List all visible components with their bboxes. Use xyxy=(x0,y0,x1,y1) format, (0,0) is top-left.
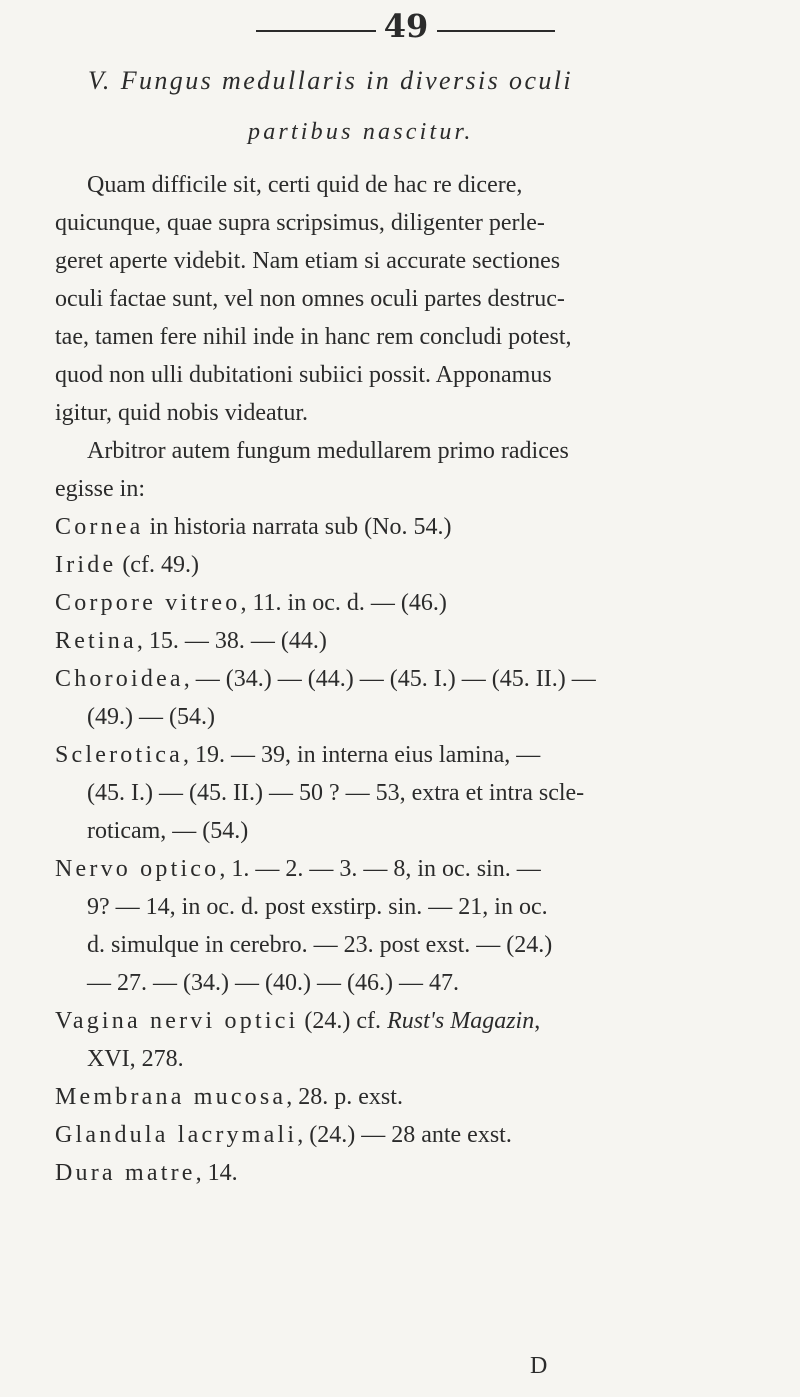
paragraph-line: Arbitror autem fungum medullarem primo radices xyxy=(87,438,569,464)
header-rule-left xyxy=(256,30,376,32)
entry-text: , (24.) — 28 ante exst. xyxy=(297,1122,512,1148)
entry-text: , xyxy=(534,1008,541,1034)
section-heading: V. Fungus medullaris in diversis oculi xyxy=(88,66,574,95)
entry-corpore-vitreo xyxy=(55,584,775,622)
entry-continuation: (45. I.) — (45. II.) — 50 ? — 53, extra et intra scle- xyxy=(87,780,585,806)
body-text xyxy=(55,166,775,1192)
entry-iride xyxy=(55,546,775,584)
entry-text: , 11. in oc. d. — (46.) xyxy=(240,590,447,616)
entry-cornea xyxy=(55,508,775,546)
signature-mark: D xyxy=(530,1353,548,1379)
entry-text: , 19. — 39, in interna eius lamina, — xyxy=(182,742,541,768)
page-header xyxy=(0,6,800,46)
page-number: 49 xyxy=(383,7,429,45)
entry-continuation: XVI, 278. xyxy=(87,1046,184,1072)
entry-continuation: (49.) — (54.) xyxy=(87,704,215,730)
entry-text: in historia narrata sub (No. 54.) xyxy=(143,514,452,540)
entry-membrana-mucosa xyxy=(55,1078,775,1116)
entry-glandula-lacrymali xyxy=(55,1116,775,1154)
entry-choroidea xyxy=(55,660,775,698)
entry-term: Corpore vitreo xyxy=(55,590,241,616)
paragraph-line: igitur, quid nobis videatur. xyxy=(55,400,309,426)
paragraph-line: tae, tamen fere nihil inde in hanc rem concludi potest, xyxy=(55,324,572,350)
entry-text: (24.) cf. xyxy=(298,1008,388,1034)
entry-term: Cornea xyxy=(55,514,144,540)
entry-text: , 1. — 2. — 3. — 8, in oc. sin. — xyxy=(219,856,541,882)
entry-continuation: d. simulque in cerebro. — 23. post exst. — (24.) xyxy=(87,932,553,958)
entry-text: , 14. xyxy=(195,1160,238,1186)
entry-retina xyxy=(55,622,775,660)
entry-sclerotica xyxy=(55,736,775,774)
paragraph-line: Quam difficile sit, certi quid de hac re dicere, xyxy=(87,172,523,198)
paragraph-line: geret aperte videbit. Nam etiam si accurate sectiones xyxy=(55,248,561,274)
entry-dura-matre xyxy=(55,1154,775,1192)
entry-term: Retina xyxy=(55,628,137,654)
paragraph-line: egisse in: xyxy=(55,476,145,502)
entry-nervo-optico xyxy=(55,850,775,888)
header-rule-right xyxy=(437,30,555,32)
paragraph-line: oculi factae sunt, vel non omnes oculi partes destruc- xyxy=(55,286,565,312)
entry-text: , 15. — 38. — (44.) xyxy=(136,628,327,654)
entry-term: Choroidea xyxy=(55,666,184,692)
entry-term: Dura matre xyxy=(55,1160,196,1186)
paragraph-line: quicunque, quae supra scripsimus, diligenter perle- xyxy=(55,210,545,236)
entry-term: Vagina nervi optici xyxy=(55,1008,299,1034)
entry-term: Glandula lacrymali xyxy=(55,1122,298,1148)
entry-term: Sclerotica xyxy=(55,742,183,768)
entry-term: Nervo optico xyxy=(55,856,220,882)
entry-term: Membrana mucosa xyxy=(55,1084,287,1110)
entry-term: Iride xyxy=(55,552,117,578)
citation-title: Rust's Magazin xyxy=(387,1008,535,1034)
entry-vagina-nervi-optici xyxy=(55,1002,775,1040)
entry-continuation: roticam, — (54.) xyxy=(87,818,249,844)
section-heading-continuation: partibus nascitur. xyxy=(248,119,474,145)
paragraph-line: quod non ulli dubitationi subiici possit. Apponamus xyxy=(55,362,552,388)
entry-text: , — (34.) — (44.) — (45. I.) — (45. II.) — xyxy=(183,666,596,692)
entry-continuation: 9? — 14, in oc. d. post exstirp. sin. — 21, in oc. xyxy=(87,894,548,920)
entry-continuation: — 27. — (34.) — (40.) — (46.) — 47. xyxy=(87,970,459,996)
entry-text: , 28. p. exst. xyxy=(286,1084,403,1110)
entry-text: (cf. 49.) xyxy=(116,552,199,578)
